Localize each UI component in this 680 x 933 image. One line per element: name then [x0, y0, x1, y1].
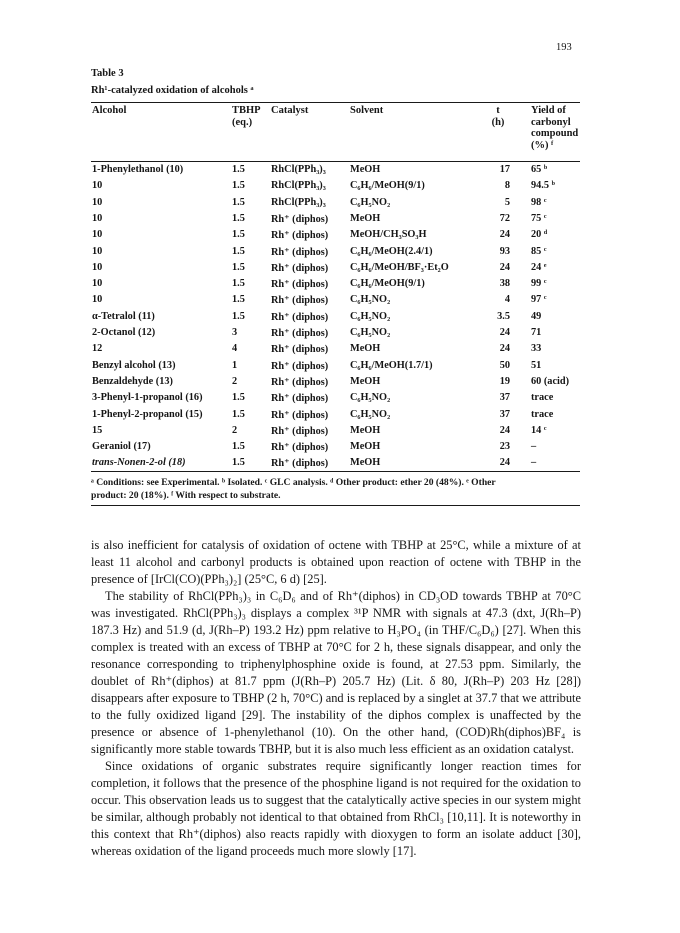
table-caption: Rh¹-catalyzed oxidation of alcohols ᵃ — [91, 85, 254, 96]
cell-alcohol: 10 — [92, 278, 103, 290]
header-alcohol: Alcohol — [92, 105, 127, 116]
cell-yield: 49 — [531, 310, 542, 322]
body-text — [91, 537, 581, 860]
header-yield-line-4: (%) ᶠ — [531, 139, 554, 151]
header-yield-line-1: Yield of — [531, 105, 566, 116]
header-catalyst: Catalyst — [271, 105, 309, 116]
cell-catalyst: Rh⁺ (diphos) — [271, 360, 329, 372]
header-yield — [531, 105, 578, 151]
cell-alcohol: 10 — [92, 212, 103, 224]
cell-alcohol: 3-Phenyl-1-propanol (16) — [92, 392, 203, 404]
cell-yield: 71 — [531, 327, 542, 338]
table-row — [0, 425, 680, 441]
cell-solvent: MeOH — [350, 343, 381, 355]
header-time-unit: (h) — [491, 116, 505, 128]
cell-yield: trace — [531, 408, 554, 420]
header-solvent: Solvent — [350, 105, 384, 116]
cell-solvent: C₆H₆/MeOH(2.4/1) — [350, 245, 433, 257]
cell-alcohol: 10 — [92, 294, 103, 306]
cell-solvent: C₆H₅NO₂ — [350, 294, 391, 306]
cell-solvent: C₆H₆/MeOH/BF₃·Et₂O — [350, 261, 449, 273]
table-footnotes — [91, 476, 581, 502]
cell-solvent: C₆H₅NO₂ — [350, 327, 391, 338]
cell-alcohol: Benzaldehyde (13) — [92, 375, 173, 387]
cell-alcohol: 12 — [92, 343, 103, 355]
cell-time: 3.5 — [497, 310, 510, 322]
cell-catalyst: RhCl(PPh₃)₃ — [271, 196, 326, 208]
cell-alcohol: α-Tetralol (11) — [92, 310, 155, 322]
table-row — [0, 392, 680, 408]
cell-yield: – — [531, 457, 537, 469]
cell-catalyst: Rh⁺ (diphos) — [271, 376, 329, 388]
cell-solvent: MeOH — [350, 375, 381, 387]
cell-catalyst: Rh⁺ (diphos) — [271, 393, 329, 405]
cell-time: 24 — [499, 261, 510, 273]
table-row — [0, 343, 680, 359]
cell-yield: 98 ᶜ — [531, 196, 547, 208]
cell-alcohol: 10 — [92, 229, 103, 241]
cell-yield: 85 ᶜ — [531, 245, 547, 257]
table-row — [0, 376, 680, 392]
cell-alcohol: 10 — [92, 245, 103, 257]
table-row — [0, 441, 680, 457]
cell-yield: 65 ᵇ — [531, 164, 548, 175]
cell-tbhp: 1.5 — [232, 261, 245, 273]
cell-time: 72 — [499, 212, 510, 224]
table-header-rule — [91, 161, 580, 162]
cell-solvent: C₆H₆/MeOH(9/1) — [350, 180, 425, 192]
cell-catalyst: Rh⁺ (diphos) — [271, 311, 329, 323]
cell-tbhp: 1.5 — [232, 408, 245, 420]
cell-catalyst: Rh⁺ (diphos) — [271, 328, 329, 339]
cell-solvent: C₆H₅NO₂ — [350, 196, 391, 208]
cell-alcohol: 1-Phenylethanol (10) — [92, 164, 184, 175]
cell-solvent: MeOH — [350, 441, 381, 453]
cell-alcohol: 1-Phenyl-2-propanol (15) — [92, 408, 203, 420]
cell-catalyst: Rh⁺ (diphos) — [271, 213, 329, 225]
cell-catalyst: Rh⁺ (diphos) — [271, 344, 329, 356]
cell-alcohol: Geraniol (17) — [92, 441, 151, 453]
paragraph-3: Since oxidations of organic substrates require significantly longer reaction times for completion, it follows that the presence of the phosphine ligand is not required for the oxidation to occur. This observation leads us to suggest that the catalytically active species in our system might be similar, although probably not identical to that obtained from RhCl₃ [10,11]. It is noteworthy in this context that Rh⁺(diphos) also reacts rapidly with dioxygen to form an isolate adduct [30], whereas oxidation of the ligand proceeds much more slowly [17]. — [91, 759, 581, 858]
cell-time: 23 — [499, 441, 510, 453]
cell-tbhp: 2 — [232, 424, 238, 436]
cell-solvent: MeOH/CH₃SO₃H — [350, 229, 427, 241]
cell-solvent: C₆H₅NO₂ — [350, 310, 391, 322]
cell-time: 17 — [499, 164, 510, 175]
table-row — [0, 164, 680, 180]
cell-tbhp: 1.5 — [232, 310, 245, 322]
cell-time: 93 — [499, 245, 510, 257]
cell-catalyst: Rh⁺ (diphos) — [271, 279, 329, 291]
cell-tbhp: 1.5 — [232, 245, 245, 257]
cell-solvent: MeOH — [350, 424, 381, 436]
cell-tbhp: 1.5 — [232, 457, 245, 469]
cell-alcohol: trans-Nonen-2-ol (18) — [92, 457, 186, 469]
cell-yield: 51 — [531, 359, 542, 371]
cell-tbhp: 1.5 — [232, 164, 245, 175]
cell-solvent: MeOH — [350, 457, 381, 469]
cell-tbhp: 2 — [232, 375, 238, 387]
cell-solvent: MeOH — [350, 164, 381, 175]
cell-time: 50 — [499, 359, 510, 371]
cell-time: 24 — [499, 424, 510, 436]
cell-alcohol: 10 — [92, 261, 103, 273]
table-label: Table 3 — [91, 68, 124, 79]
cell-tbhp: 1.5 — [232, 294, 245, 306]
cell-solvent: C₆H₆/MeOH(1.7/1) — [350, 359, 433, 371]
table-row — [0, 278, 680, 294]
header-time — [486, 105, 510, 128]
paragraph-1: is also inefficient for catalysis of oxidation of octene with TBHP at 25°C, while a mixture of at least 11 alcohol and carbonyl products is obtained upon reaction of octene with TBHP in the presence of [IrCl(CO)(PPh₃)₂] (25°C, 6 d) [25]. — [91, 538, 581, 586]
cell-yield: 20 ᵈ — [531, 229, 548, 241]
cell-catalyst: Rh⁺ (diphos) — [271, 409, 329, 421]
cell-time: 37 — [499, 392, 510, 404]
cell-catalyst: Rh⁺ (diphos) — [271, 425, 329, 437]
cell-yield: 33 — [531, 343, 542, 355]
cell-yield: 75 ᶜ — [531, 212, 547, 224]
header-tbhp-unit: (eq.) — [232, 116, 253, 128]
cell-time: 37 — [499, 408, 510, 420]
footnote-line-2: product: 20 (18%). ᶠ With respect to substrate. — [91, 490, 281, 501]
header-tbhp-label: TBHP — [232, 105, 261, 116]
cell-catalyst: RhCl(PPh₃)₃ — [271, 180, 326, 192]
cell-tbhp: 1.5 — [232, 441, 245, 453]
footnote-line-1: ᵃ Conditions: see Experimental. ᵇ Isolated. ᶜ GLC analysis. ᵈ Other product: ether 20 (48%). ᵉ Other — [91, 477, 496, 488]
cell-time: 24 — [499, 343, 510, 355]
cell-time: 24 — [499, 457, 510, 469]
cell-alcohol: 10 — [92, 196, 103, 208]
table-row — [0, 246, 680, 262]
cell-time: 8 — [504, 180, 510, 192]
cell-tbhp: 3 — [232, 327, 238, 338]
cell-tbhp: 1.5 — [232, 229, 245, 241]
table-row — [0, 180, 680, 196]
cell-tbhp: 1.5 — [232, 392, 245, 404]
cell-tbhp: 1.5 — [232, 278, 245, 290]
cell-alcohol: Benzyl alcohol (13) — [92, 359, 176, 371]
cell-catalyst: Rh⁺ (diphos) — [271, 458, 329, 470]
header-time-label: t — [496, 105, 500, 116]
cell-time: 5 — [504, 196, 510, 208]
table-row — [0, 229, 680, 245]
cell-tbhp: 1.5 — [232, 212, 245, 224]
table-row — [0, 294, 680, 310]
table-top-rule — [91, 102, 580, 103]
cell-time: 4 — [504, 294, 510, 306]
table-row — [0, 311, 680, 327]
cell-alcohol: 10 — [92, 180, 103, 192]
cell-catalyst: Rh⁺ (diphos) — [271, 230, 329, 242]
cell-time: 24 — [499, 229, 510, 241]
cell-solvent: MeOH — [350, 212, 381, 224]
table-row — [0, 262, 680, 278]
cell-tbhp: 1 — [232, 359, 238, 371]
cell-alcohol: 15 — [92, 424, 103, 436]
cell-time: 38 — [499, 278, 510, 290]
footnote-rule — [91, 505, 580, 506]
cell-tbhp: 1.5 — [232, 196, 245, 208]
header-yield-line-3: compound — [531, 128, 579, 140]
table-row — [0, 213, 680, 229]
cell-catalyst: RhCl(PPh₃)₃ — [271, 164, 326, 175]
cell-yield: 60 (acid) — [531, 375, 570, 387]
cell-catalyst: Rh⁺ (diphos) — [271, 442, 329, 454]
cell-yield: – — [531, 441, 537, 453]
table-row — [0, 197, 680, 213]
cell-solvent: C₆H₅NO₂ — [350, 408, 391, 420]
cell-yield: 99 ᶜ — [531, 278, 547, 290]
cell-time: 24 — [499, 327, 510, 338]
table-bottom-rule — [91, 471, 580, 472]
cell-yield: 24 ᵉ — [531, 261, 547, 273]
page-number: 193 — [556, 42, 572, 53]
cell-yield: trace — [531, 392, 554, 404]
cell-tbhp: 4 — [232, 343, 238, 355]
cell-yield: 97 ᶜ — [531, 294, 547, 306]
cell-time: 19 — [499, 375, 510, 387]
header-tbhp — [232, 105, 261, 128]
cell-catalyst: Rh⁺ (diphos) — [271, 295, 329, 307]
table-row — [0, 360, 680, 376]
cell-tbhp: 1.5 — [232, 180, 245, 192]
paragraph-2: The stability of RhCl(PPh₃)₃ in C₆D₆ and of Rh⁺(diphos) in CD₃OD towards TBHP at 70°C was investigated. RhCl(PPh₃)₃ displays a complex ³¹P NMR with signals at 47.3 (dxt, J(Rh–P) 187.3 Hz) and 51.9 (d, J(Rh–P) 193.2 Hz) ppm relative to H₃PO₄ (in THF/C₆D₆) [27]. When this complex is treated with an excess of TBHP at 70°C for 2 h, these signals disappear, and only the resonance corresponding to triphenylphosphine oxide is found, at 27.53 ppm. Similarly, the doublet of Rh⁺(diphos) at 81.7 ppm (J(Rh–P) 205.7 Hz) (Lit. δ 80, J(Rh–P) 203 Hz [28]) disappears after exposure to TBHP (2 h, 70°C) and is replaced by a singlet at 37.7 that we attribute to the fully oxidized ligand [29]. The instability of the diphos complex is unaffected by the presence or absence of 1-phenylethanol (10). On the other hand, (COD)Rh(diphos)BF₄ is significantly more stable towards TBHP, but it is also much less efficient as an oxidation catalyst. — [91, 589, 581, 756]
cell-solvent: C₆H₆/MeOH(9/1) — [350, 278, 425, 290]
cell-catalyst: Rh⁺ (diphos) — [271, 262, 329, 274]
table-row — [0, 327, 680, 343]
cell-alcohol: 2-Octanol (12) — [92, 327, 156, 338]
cell-yield: 14 ᶜ — [531, 424, 547, 436]
cell-catalyst: Rh⁺ (diphos) — [271, 246, 329, 258]
cell-yield: 94.5 ᵇ — [531, 180, 555, 192]
header-yield-line-2: carbonyl — [531, 116, 571, 128]
cell-solvent: C₆H₅NO₂ — [350, 392, 391, 404]
table-row — [0, 409, 680, 425]
